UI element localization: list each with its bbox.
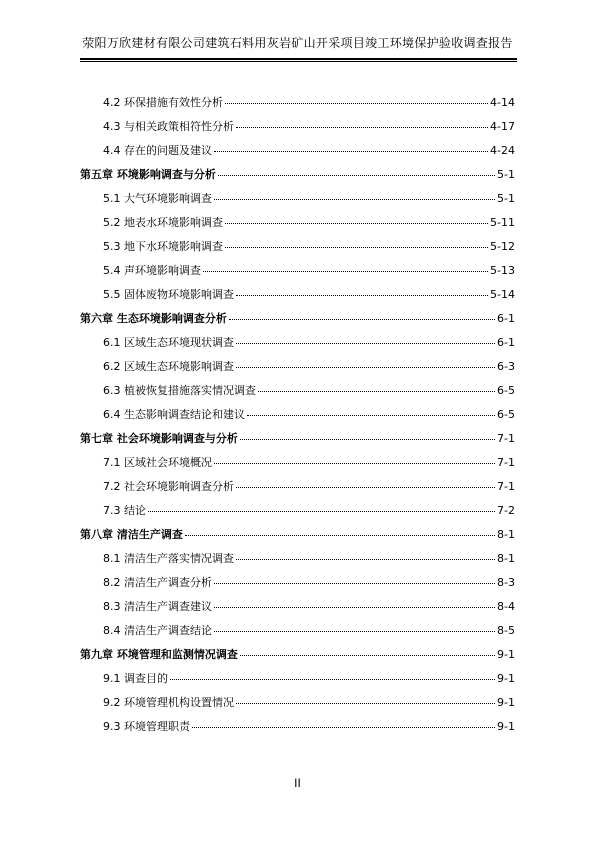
toc-entry-title: 第六章 生态环境影响调查分析 <box>80 312 227 325</box>
toc-entry-page: 9-1 <box>497 696 515 709</box>
toc-entry-page: 5-13 <box>490 264 515 277</box>
toc-entry-title: 8.4 清洁生产调查结论 <box>103 624 212 637</box>
toc-entry-title: 第八章 清洁生产调查 <box>80 528 183 541</box>
toc-section-entry[interactable] <box>103 550 515 566</box>
toc-entry-title: 8.1 清洁生产落实情况调查 <box>103 552 234 565</box>
toc-chapter-entry[interactable] <box>80 310 515 326</box>
toc-section-entry[interactable] <box>103 454 515 470</box>
toc-dot-leader <box>258 390 495 392</box>
toc-entry-title: 5.3 地下水环境影响调查 <box>103 240 223 253</box>
toc-entry-page: 6-3 <box>497 360 515 373</box>
toc-entry-page: 4-17 <box>490 120 515 133</box>
toc-chapter-entry[interactable] <box>80 430 515 446</box>
toc-entry-title: 7.1 区域社会环境概况 <box>103 456 212 469</box>
toc-section-entry[interactable] <box>103 574 515 590</box>
toc-dot-leader <box>170 678 495 680</box>
toc-entry-page: 7-2 <box>497 504 515 517</box>
toc-section-entry[interactable] <box>103 502 515 518</box>
toc-section-entry[interactable] <box>103 142 515 158</box>
toc-dot-leader <box>236 366 495 368</box>
toc-dot-leader <box>225 246 488 248</box>
toc-dot-leader <box>247 414 495 416</box>
toc-section-entry[interactable] <box>103 214 515 230</box>
toc-entry-page: 6-1 <box>497 312 515 325</box>
toc-entry-page: 5-14 <box>490 288 515 301</box>
toc-entry-title: 7.3 结论 <box>103 504 146 517</box>
toc-section-entry[interactable] <box>103 118 515 134</box>
toc-entry-page: 8-5 <box>497 624 515 637</box>
toc-dot-leader <box>236 126 488 128</box>
toc-dot-leader <box>236 342 495 344</box>
toc-section-entry[interactable] <box>103 238 515 254</box>
toc-entry-page: 4-14 <box>490 96 515 109</box>
toc-entry-page: 8-1 <box>497 552 515 565</box>
toc-entry-page: 7-1 <box>497 456 515 469</box>
toc-entry-page: 4-24 <box>490 144 515 157</box>
toc-entry-title: 4.3 与相关政策相符性分析 <box>103 120 234 133</box>
toc-entry-title: 9.2 环境管理机构设置情况 <box>103 696 234 709</box>
toc-entry-page: 9-1 <box>497 672 515 685</box>
toc-dot-leader <box>214 606 495 608</box>
toc-dot-leader <box>185 534 495 536</box>
toc-entry-title: 4.2 环保措施有效性分析 <box>103 96 223 109</box>
toc-entry-title: 6.4 生态影响调查结论和建议 <box>103 408 245 421</box>
toc-entry-title: 9.3 环境管理职责 <box>103 720 190 733</box>
toc-entry-title: 9.1 调查目的 <box>103 672 168 685</box>
toc-dot-leader <box>218 174 495 176</box>
toc-entry-page: 8-1 <box>497 528 515 541</box>
toc-entry-page: 9-1 <box>497 720 515 733</box>
toc-entry-page: 5-11 <box>490 216 515 229</box>
toc-entry-title: 6.1 区域生态环境现状调查 <box>103 336 234 349</box>
toc-entry-page: 8-3 <box>497 576 515 589</box>
toc-dot-leader <box>240 438 495 440</box>
toc-entry-title: 5.2 地表水环境影响调查 <box>103 216 223 229</box>
toc-dot-leader <box>214 582 495 584</box>
toc-entry-page: 7-1 <box>497 480 515 493</box>
toc-dot-leader <box>236 486 495 488</box>
toc-dot-leader <box>236 558 495 560</box>
page-number: II <box>294 776 301 790</box>
toc-chapter-entry[interactable] <box>80 526 515 542</box>
toc-dot-leader <box>240 654 495 656</box>
toc-dot-leader <box>148 510 495 512</box>
toc-entry-title: 6.2 区域生态环境影响调查 <box>103 360 234 373</box>
toc-dot-leader <box>214 150 488 152</box>
toc-section-entry[interactable] <box>103 190 515 206</box>
toc-entry-page: 5-12 <box>490 240 515 253</box>
toc-section-entry[interactable] <box>103 262 515 278</box>
toc-section-entry[interactable] <box>103 406 515 422</box>
toc-section-entry[interactable] <box>103 358 515 374</box>
toc-entry-title: 第九章 环境管理和监测情况调查 <box>80 648 238 661</box>
toc-entry-page: 5-1 <box>497 192 515 205</box>
toc-entry-page: 6-5 <box>497 384 515 397</box>
toc-entry-page: 5-1 <box>497 168 515 181</box>
toc-dot-leader <box>229 318 495 320</box>
toc-dot-leader <box>214 462 495 464</box>
toc-entry-title: 5.4 声环境影响调查 <box>103 264 201 277</box>
toc-section-entry[interactable] <box>103 694 515 710</box>
toc-chapter-entry[interactable] <box>80 166 515 182</box>
toc-entry-title: 5.5 固体废物环境影响调查 <box>103 288 234 301</box>
toc-dot-leader <box>214 630 495 632</box>
toc-section-entry[interactable] <box>103 94 515 110</box>
toc-dot-leader <box>236 294 488 296</box>
toc-entry-title: 4.4 存在的问题及建议 <box>103 144 212 157</box>
toc-entry-title: 5.1 大气环境影响调查 <box>103 192 212 205</box>
page-header: 荥阳万欣建材有限公司建筑石料用灰岩矿山开采项目竣工环境保护验收调查报告 <box>82 36 513 50</box>
toc-dot-leader <box>225 222 488 224</box>
toc-entry-page: 6-5 <box>497 408 515 421</box>
toc-section-entry[interactable] <box>103 286 515 302</box>
toc-entry-title: 8.3 清洁生产调查建议 <box>103 600 212 613</box>
toc-section-entry[interactable] <box>103 478 515 494</box>
toc-entry-title: 7.2 社会环境影响调查分析 <box>103 480 234 493</box>
toc-dot-leader <box>203 270 488 272</box>
toc-entry-title: 8.2 清洁生产调查分析 <box>103 576 212 589</box>
toc-dot-leader <box>236 702 495 704</box>
toc-entry-page: 7-1 <box>497 432 515 445</box>
toc-section-entry[interactable] <box>103 718 515 734</box>
toc-dot-leader <box>225 102 488 104</box>
toc-section-entry[interactable] <box>103 334 515 350</box>
toc-chapter-entry[interactable] <box>80 646 515 662</box>
toc-entry-title: 第五章 环境影响调查与分析 <box>80 168 216 181</box>
toc-section-entry[interactable] <box>103 598 515 614</box>
toc-section-entry[interactable] <box>103 670 515 686</box>
toc-entry-page: 9-1 <box>497 648 515 661</box>
toc-entry-title: 6.3 植被恢复措施落实情况调查 <box>103 384 256 397</box>
toc-section-entry[interactable] <box>103 382 515 398</box>
toc-entry-title: 第七章 社会环境影响调查与分析 <box>80 432 238 445</box>
toc-entry-page: 8-4 <box>497 600 515 613</box>
toc-entry-page: 6-1 <box>497 336 515 349</box>
toc-section-entry[interactable] <box>103 622 515 638</box>
toc-dot-leader <box>192 726 495 728</box>
toc-dot-leader <box>214 198 495 200</box>
